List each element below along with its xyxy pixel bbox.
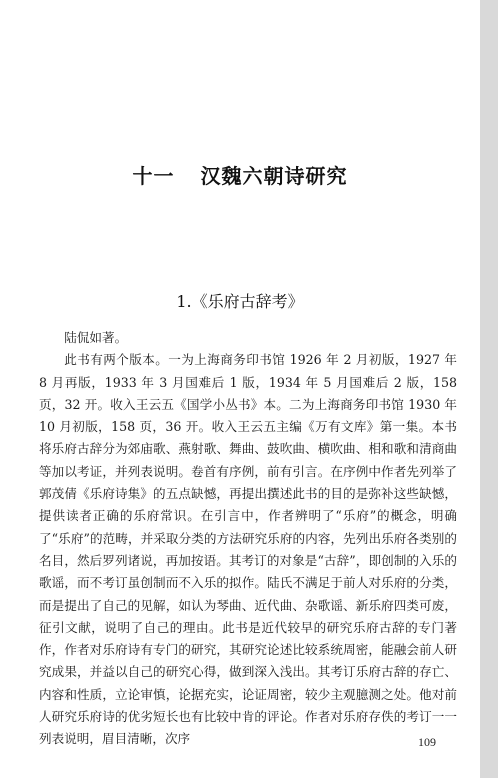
page-number: 109 — [418, 735, 436, 749]
section-title: 1.《乐府古辞考》 — [176, 292, 304, 311]
body-text — [39, 327, 457, 751]
chapter-number: 十一 — [132, 164, 175, 188]
chapter-title: 汉魏六朝诗研究 — [200, 164, 348, 188]
chapter-heading — [0, 160, 480, 189]
paragraph-author: 陆侃如著。 — [64, 330, 128, 345]
paragraph-description: 此书有两个版本。一为上海商务印书馆 1926 年 2 月初版，1927 年 8 月再版，1933 年 3 月国难后 1 版，1934 年 5 月国难后 2 版，158 页，32 开。收入王云五《国学小丛书》本。二为上海商务印书馆 1930 年 10 月初版，158 页，36 开。收入王云五主编《万有文库》第一集。本书将乐府古辞分为郊庙歌、燕射歌、舞曲、鼓吹曲、横吹曲、相和歌和清商曲等加以考证，并列表说明。卷首有序例，前有引言。在序例中作者先列举了郭茂倩《乐府诗集》的五点缺憾，再提出撰述此书的目的是弥补这些缺憾，提供读者正确的乐府常识。在引言中，作者辨明了“乐府”的概念，明确了“乐府”的范畴，并采取分类的方法研究乐府的内容，先列出乐府各类别的名目，然后罗列诸说，再加按语。其考订的对象是“古辞”，即创制的入乐的歌谣，而不考订虽创制而不入乐的拟作。陆氏不满足于前人对乐府的分类，而是提出了自己的见解，如认为琴曲、近代曲、杂歌谣、新乐府四类可废，征引文献，说明了自己的理由。此书是近代较早的研究乐府古辞的专门著作，作者对乐府诗有专门的研究，其研究论述比较系统周密，能融会前人研究成果，并益以自己的研究心得，做到深入浅出。其考订乐府古辞的存亡、内容和性质，立论审慎，论据充实，论证周密，较少主观臆测之处。他对前人研究乐府诗的优劣短长也有比较中肯的评论。作者对乐府存佚的考订一一列表说明，眉目清晰，次序 — [39, 352, 457, 747]
